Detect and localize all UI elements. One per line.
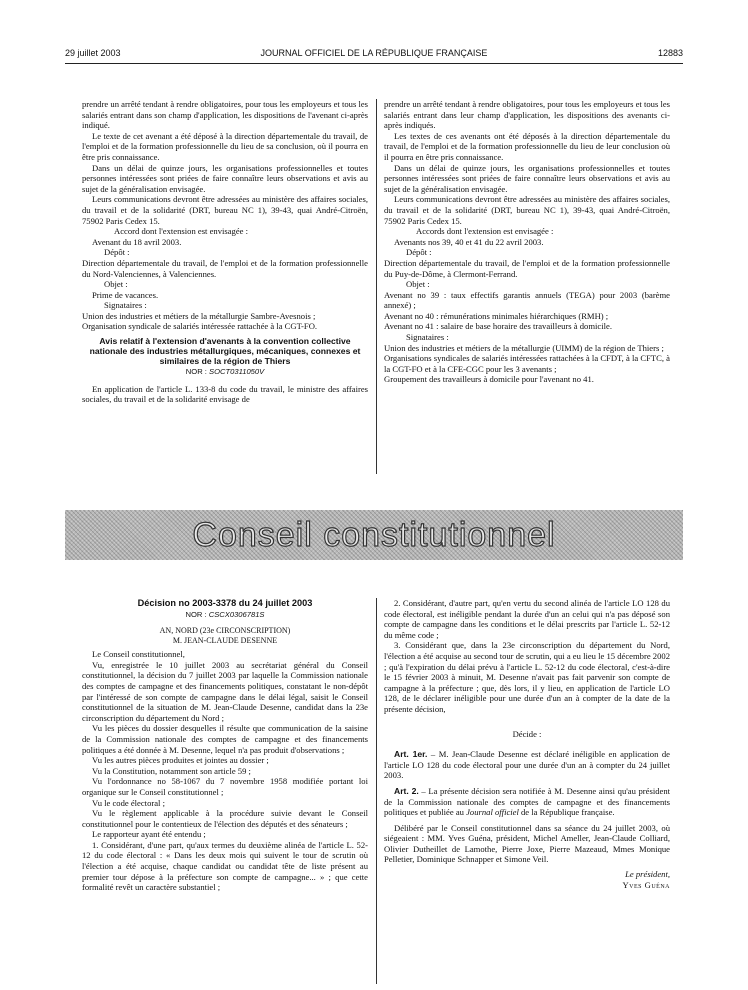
paragraph: 2. Considérant, d'autre part, qu'en vertu du second alinéa de l'article LO 128 du code électoral, est inéligible pendant la durée d'un an celui qui n'a pas déposé son compte de campagne dans les conditions et le délai prescrits par l'article L. 52-12 du même code ; <box>384 598 670 640</box>
column-divider <box>376 598 377 984</box>
article-text: – M. Jean-Claude Desenne est déclaré inéligible en application de l'article LO 128 du code électoral pour une durée d'un an à compter du 24 juillet 2003. <box>384 749 670 781</box>
paragraph: 3. Considérant que, dans la 23e circonscription du département du Nord, l'élection a été acquise au second tour de scrutin, qui a eu lieu le 15 décembre 2002 ; qu'à l'expiration du délai prévu à l'article L. 52-12 du code électoral, c'est-à-dire le 15 février 2003 à minuit, M. Desenne n'avait pas fait parvenir son compte de campagne à la préfecture ; que, dès lors, il y lieu, en application de l'article LO 128, de le déclarer inéligible pour une durée d'un an à compter de la date de la présente décision, <box>384 640 670 714</box>
article-2 <box>384 786 670 818</box>
depot-label: Dépôt : <box>406 247 432 258</box>
decision-left-column <box>82 598 368 893</box>
article-1 <box>384 749 670 781</box>
signature-name: Yves Guéna <box>622 880 670 891</box>
decide-heading: Décide : <box>512 728 542 739</box>
paragraph: Vu l'ordonnance no 58-1067 du 7 novembre 1958 modifiée portant loi organique sur le Conseil constitutionnel ; <box>82 776 368 797</box>
accords-value: Avenants nos 39, 40 et 41 du 22 avril 2003. <box>394 236 544 247</box>
top-right-column <box>384 99 670 385</box>
signataire: Union des industries et métiers de la métallurgie (UIMM) de la région de Thiers ; <box>384 342 664 353</box>
paragraph: Vu le code électoral ; <box>92 797 165 808</box>
avis-title: Avis relatif à l'extension d'avenants à la convention collective nationale des industries métallurgiques, mécaniques, connexes et similaires de la région de Thiers <box>89 336 361 367</box>
nor-label: NOR : <box>185 367 207 377</box>
objet-value: Prime de vacances. <box>92 289 159 300</box>
section-banner <box>65 510 683 560</box>
paragraph: prendre un arrêté tendant à rendre obligatoires, pour tous les employeurs et tous les salariés entrant dans leur champ d'application, les dispositions des avenants ci-après indiqués. <box>384 99 670 131</box>
paragraph: Le texte de cet avenant a été déposé à la direction départementale du travail, de l'emploi et de la formation professionnelle du lieu de sa conclusion, où il pourra en être pris connaissance. <box>82 130 368 162</box>
decision-subtitle: AN, NORD (23e CIRCONSCRIPTION) <box>159 626 291 636</box>
paragraph: Vu le règlement applicable à la procédure suivie devant le Conseil constitutionnel pour le contentieux de l'élection des députés et des sénateurs ; <box>82 808 368 829</box>
objet-label: Objet : <box>406 279 430 290</box>
top-left-column <box>82 99 368 405</box>
paragraph: Leurs communications devront être adressées au ministère des affaires sociales, du travail et de la solidarité (DRT, bureau NC 1), 39-43, quai André-Citroën, 75902 Paris Cedex 15. <box>384 194 670 226</box>
objet-item: Avenant no 40 : rémunérations minimales hiérarchiques (RMH) ; <box>384 310 609 321</box>
signataire: Union des industries et métiers de la métallurgie Sambre-Avesnois ; <box>82 310 316 321</box>
paragraph: Les textes de ces avenants ont été déposés à la direction départementale du travail, de l'emploi et de la formation professionnelle du lieu de leur conclusion où il pourra en être pris connaissance. <box>384 130 670 162</box>
decision-person: M. JEAN-CLAUDE DESENNE <box>172 636 278 646</box>
article-text: – La présente décision sera notifiée à M. Desenne ainsi qu'au président de la Commission nationale des comptes de campagne et des financements politiques et publiée au <box>384 785 671 818</box>
deliberation: Délibéré par le Conseil constitutionnel dans sa séance du 24 juillet 2003, où siégeaient : MM. Yves Guéna, président, Michel Ameller, Jean-Claude Colliard, Olivier Dutheillet de Lamothe, Pierre Joxe, Pierre Mazeaud, Mmes Monique Pelletier, Dominique Schnapper et Simone Veil. <box>384 822 670 865</box>
paragraph: Le Conseil constitutionnel, <box>92 649 185 660</box>
signataire: Organisation syndicale de salariés intéressée rattachée à la CGT-FO. <box>82 321 318 332</box>
accord-label: Accord dont l'extension est envisagée : <box>114 226 248 237</box>
signature-block <box>384 869 670 891</box>
signataire: Organisations syndicales de salariés intéressées rattachées à la CFDT, à la CFTC, à la CGT-FO et à la CFE-CGC pour les 3 avenants ; <box>384 353 670 374</box>
accords-label: Accords dont l'extension est envisagée : <box>416 226 554 237</box>
depot-value: Direction départementale du travail, de l'emploi et de la formation professionnelle du Puy-de-Dôme, à Clermont-Ferrand. <box>384 257 670 279</box>
banner-title: Conseil constitutionnel <box>192 516 556 554</box>
nor-line <box>82 367 368 378</box>
paragraph: Dans un délai de quinze jours, les organisations professionnelles et toutes personnes intéressées sont priées de faire connaître leurs observations et avis au sujet de la généralisation envisagée. <box>82 162 368 194</box>
nor-label: NOR : <box>185 609 207 619</box>
decision-title: Décision no 2003-3378 du 24 juillet 2003 <box>137 598 313 608</box>
signature-role: Le président, <box>625 869 670 880</box>
header-date: 29 juillet 2003 <box>65 48 121 58</box>
objet-label: Objet : <box>104 279 128 290</box>
paragraph: Leurs communications devront être adressées au ministère des affaires sociales, du travail et de la solidarité (DRT, bureau NC 1), 39-43, quai André-Citroën, 75902 Paris Cedex 15. <box>82 194 368 226</box>
depot-label: Dépôt : <box>104 247 130 258</box>
paragraph: Le rapporteur ayant été entendu ; <box>92 829 206 840</box>
page-number: 12883 <box>657 48 683 58</box>
nor-value: SOCT0311050V <box>209 367 265 377</box>
decision-right-column <box>384 598 670 891</box>
nor-value: CSCX0306781S <box>208 609 265 619</box>
signataires-label: Signataires : <box>104 300 147 311</box>
header-rule <box>65 63 683 64</box>
article-label: Art. 2. <box>394 785 419 796</box>
accord-value: Avenant du 18 avril 2003. <box>92 236 182 247</box>
page-header <box>65 48 683 62</box>
paragraph: Vu les pièces du dossier desquelles il résulte que communication de la saisine de la Commission nationale des comptes de campagne et des financements politiques a été donnée à M. Desenne, lequel n'a pas produit d'observations ; <box>82 723 368 755</box>
signataires-label: Signataires : <box>406 332 449 343</box>
paragraph: 1. Considérant, d'une part, qu'aux termes du deuxième alinéa de l'article L. 52-12 du code électoral : « Dans les deux mois qui suivent le tour de scrutin où l'élection a été acquise, chaque candidat ou candidat tête de liste présent au premier tour dépose à la préfecture son compte de campagne... » ; que cette formalité revêt un caractère substantiel ; <box>82 839 368 893</box>
paragraph: Vu la Constitution, notamment son article 59 ; <box>92 765 251 776</box>
objet-item: Avenant no 41 : salaire de base horaire des travailleurs à domicile. <box>384 321 612 332</box>
objet-item: Avenant no 39 : taux effectifs garantis annuels (TEGA) pour 2003 (barème annexé) ; <box>384 289 670 311</box>
article-text: de la République française. <box>518 807 615 818</box>
decision-nor <box>82 610 368 621</box>
column-divider <box>376 99 377 474</box>
article-label: Art. 1er. <box>394 749 428 760</box>
paragraph: Dans un délai de quinze jours, les organisations professionnelles et toutes personnes intéressées sont priées de faire connaître leurs observations et avis au sujet de la généralisation envisagée. <box>384 162 670 194</box>
depot-value: Direction départementale du travail, de l'emploi et de la formation professionnelle du Nord-Valenciennes, à Valenciennes. <box>82 257 368 279</box>
paragraph: prendre un arrêté tendant à rendre obligatoires, pour tous les employeurs et tous les salariés entrant dans son champ d'application, les dispositions de l'avenant ci-après indiqué. <box>82 99 368 131</box>
journal-name: Journal officiel <box>466 807 519 818</box>
paragraph: Vu les autres pièces produites et jointes au dossier ; <box>92 755 269 766</box>
paragraph: Vu, enregistrée le 10 juillet 2003 au secrétariat général du Conseil constitutionnel, la décision du 7 juillet 2003 par laquelle la Commission nationale des comptes de campagne et des financements politiques, constatant le non-dépôt par l'intéressé de son compte de campagne dans le délai légal, saisit le Conseil constitutionnel de la situation de M. Jean-Claude Desenne, candidat dans la 23e circonscription du département du Nord ; <box>82 659 368 723</box>
journal-title: JOURNAL OFFICIEL DE LA RÉPUBLIQUE FRANÇAISE <box>260 48 488 58</box>
signataire: Groupement des travailleurs à domicile pour l'avenant no 41. <box>384 374 594 385</box>
paragraph: En application de l'article L. 133-8 du code du travail, le ministre des affaires sociales, du travail et de la solidarité envisage de <box>82 383 368 405</box>
